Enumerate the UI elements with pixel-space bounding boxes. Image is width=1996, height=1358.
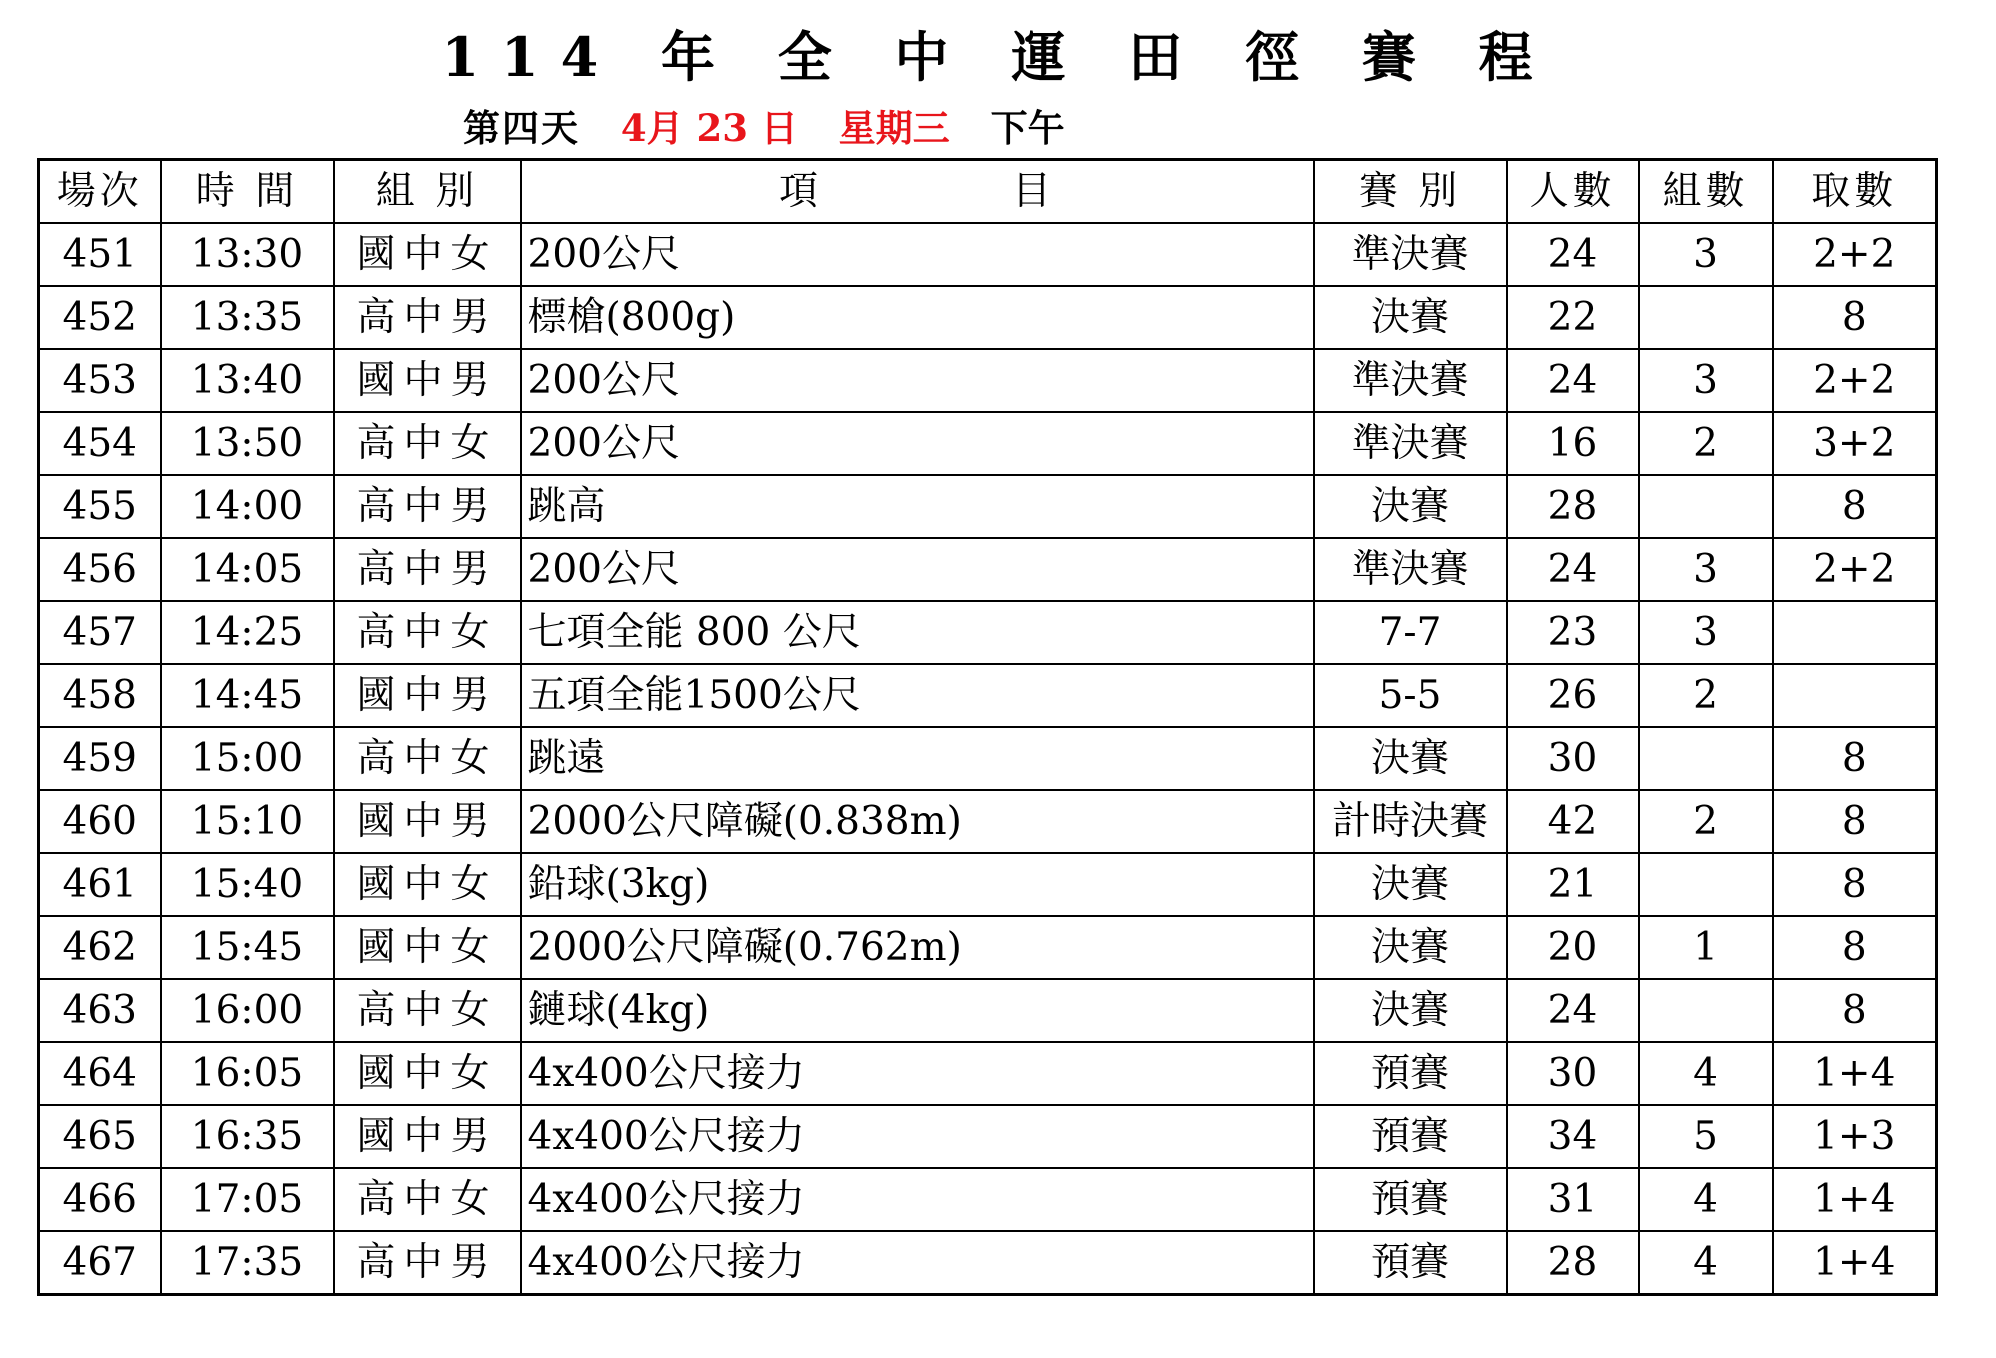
cell-stage: 5-5 (1314, 664, 1507, 727)
period-label: 下午 (990, 106, 1065, 150)
cell-stage: 預賽 (1314, 1042, 1507, 1105)
cell-entrants: 21 (1507, 853, 1639, 916)
cell-entrants: 24 (1507, 538, 1639, 601)
cell-item: 五項全能1500公尺 (521, 664, 1314, 727)
cell-group: 高中男 (334, 475, 521, 538)
cell-stage: 決賽 (1314, 286, 1507, 349)
cell-entrants: 26 (1507, 664, 1639, 727)
col-header-time: 時 間 (161, 160, 334, 224)
cell-stage: 預賽 (1314, 1168, 1507, 1231)
cell-no: 453 (39, 349, 161, 412)
cell-qualify: 8 (1773, 853, 1937, 916)
cell-stage: 預賽 (1314, 1105, 1507, 1168)
cell-item: 跳遠 (521, 727, 1314, 790)
schedule-table (37, 158, 1938, 1296)
cell-heats: 3 (1639, 538, 1773, 601)
col-header-heats: 組數 (1639, 160, 1773, 224)
cell-qualify: 1+4 (1773, 1168, 1937, 1231)
cell-item: 4x400公尺接力 (521, 1042, 1314, 1105)
cell-qualify (1773, 664, 1937, 727)
table-row (39, 475, 1937, 538)
table-row (39, 853, 1937, 916)
cell-qualify: 2+2 (1773, 223, 1937, 286)
cell-time: 15:10 (161, 790, 334, 853)
cell-no: 459 (39, 727, 161, 790)
cell-qualify: 1+4 (1773, 1042, 1937, 1105)
cell-time: 15:45 (161, 916, 334, 979)
cell-entrants: 30 (1507, 727, 1639, 790)
cell-heats (1639, 979, 1773, 1042)
cell-stage: 決賽 (1314, 475, 1507, 538)
cell-time: 15:40 (161, 853, 334, 916)
cell-no: 458 (39, 664, 161, 727)
cell-group: 高中男 (334, 286, 521, 349)
cell-qualify: 8 (1773, 475, 1937, 538)
cell-time: 16:35 (161, 1105, 334, 1168)
cell-entrants: 22 (1507, 286, 1639, 349)
col-header-item-b: 目 (1012, 169, 1056, 214)
cell-time: 17:35 (161, 1231, 334, 1295)
cell-entrants: 31 (1507, 1168, 1639, 1231)
table-header-row (39, 160, 1937, 224)
cell-heats: 4 (1639, 1168, 1773, 1231)
cell-group: 國中男 (334, 664, 521, 727)
schedule-subtitle (463, 100, 1093, 156)
cell-heats: 5 (1639, 1105, 1773, 1168)
cell-time: 13:50 (161, 412, 334, 475)
cell-entrants: 28 (1507, 475, 1639, 538)
col-header-no: 場次 (39, 160, 161, 224)
table-row (39, 916, 1937, 979)
cell-no: 462 (39, 916, 161, 979)
cell-group: 高中女 (334, 601, 521, 664)
table-row (39, 1231, 1937, 1295)
col-header-qualify: 取數 (1773, 160, 1937, 224)
cell-heats: 3 (1639, 349, 1773, 412)
cell-no: 454 (39, 412, 161, 475)
col-header-stage: 賽 別 (1314, 160, 1507, 224)
cell-group: 國中男 (334, 1105, 521, 1168)
cell-heats (1639, 853, 1773, 916)
table-row (39, 727, 1937, 790)
cell-item: 標槍(800g) (521, 286, 1314, 349)
table-row (39, 223, 1937, 286)
cell-entrants: 42 (1507, 790, 1639, 853)
cell-qualify: 2+2 (1773, 349, 1937, 412)
cell-group: 高中女 (334, 727, 521, 790)
cell-entrants: 30 (1507, 1042, 1639, 1105)
cell-entrants: 24 (1507, 979, 1639, 1042)
cell-stage: 決賽 (1314, 979, 1507, 1042)
cell-no: 464 (39, 1042, 161, 1105)
cell-heats: 3 (1639, 223, 1773, 286)
table-row (39, 412, 1937, 475)
cell-qualify: 8 (1773, 727, 1937, 790)
weekday-label: 星期三 (838, 106, 950, 150)
cell-entrants: 20 (1507, 916, 1639, 979)
day-label: 第四天 (463, 106, 580, 150)
cell-qualify: 1+4 (1773, 1231, 1937, 1295)
schedule-body (39, 223, 1937, 1295)
cell-no: 463 (39, 979, 161, 1042)
table-row (39, 601, 1937, 664)
cell-stage: 7-7 (1314, 601, 1507, 664)
cell-no: 466 (39, 1168, 161, 1231)
cell-time: 16:05 (161, 1042, 334, 1105)
cell-entrants: 23 (1507, 601, 1639, 664)
cell-stage: 準決賽 (1314, 538, 1507, 601)
cell-time: 13:40 (161, 349, 334, 412)
cell-time: 14:45 (161, 664, 334, 727)
cell-item: 200公尺 (521, 538, 1314, 601)
cell-item: 4x400公尺接力 (521, 1231, 1314, 1295)
col-header-item (521, 160, 1314, 224)
cell-heats: 4 (1639, 1231, 1773, 1295)
cell-no: 452 (39, 286, 161, 349)
cell-heats (1639, 475, 1773, 538)
cell-no: 460 (39, 790, 161, 853)
cell-no: 465 (39, 1105, 161, 1168)
cell-item: 200公尺 (521, 349, 1314, 412)
cell-time: 13:30 (161, 223, 334, 286)
cell-heats (1639, 727, 1773, 790)
cell-qualify: 8 (1773, 979, 1937, 1042)
cell-no: 467 (39, 1231, 161, 1295)
cell-stage: 決賽 (1314, 727, 1507, 790)
cell-item: 鉛球(3kg) (521, 853, 1314, 916)
cell-heats: 2 (1639, 790, 1773, 853)
cell-item: 跳高 (521, 475, 1314, 538)
cell-item: 鏈球(4kg) (521, 979, 1314, 1042)
col-header-entrants: 人數 (1507, 160, 1639, 224)
cell-group: 國中女 (334, 223, 521, 286)
cell-heats: 4 (1639, 1042, 1773, 1105)
cell-qualify: 2+2 (1773, 538, 1937, 601)
table-row (39, 979, 1937, 1042)
cell-stage: 準決賽 (1314, 223, 1507, 286)
cell-time: 14:00 (161, 475, 334, 538)
cell-no: 451 (39, 223, 161, 286)
cell-time: 14:05 (161, 538, 334, 601)
cell-qualify: 1+3 (1773, 1105, 1937, 1168)
cell-group: 高中女 (334, 1168, 521, 1231)
cell-no: 457 (39, 601, 161, 664)
cell-time: 15:00 (161, 727, 334, 790)
cell-item: 2000公尺障礙(0.762m) (521, 916, 1314, 979)
cell-time: 16:00 (161, 979, 334, 1042)
cell-group: 國中女 (334, 1042, 521, 1105)
cell-stage: 決賽 (1314, 916, 1507, 979)
table-row (39, 790, 1937, 853)
cell-group: 高中女 (334, 979, 521, 1042)
table-row (39, 286, 1937, 349)
cell-heats: 2 (1639, 412, 1773, 475)
cell-heats: 3 (1639, 601, 1773, 664)
cell-stage: 準決賽 (1314, 349, 1507, 412)
cell-qualify: 8 (1773, 916, 1937, 979)
cell-qualify (1773, 601, 1937, 664)
table-row (39, 538, 1937, 601)
cell-group: 高中女 (334, 412, 521, 475)
cell-entrants: 28 (1507, 1231, 1639, 1295)
cell-no: 456 (39, 538, 161, 601)
table-row (39, 1168, 1937, 1231)
cell-no: 455 (39, 475, 161, 538)
cell-group: 高中男 (334, 538, 521, 601)
col-header-item-a: 項 (778, 169, 822, 214)
cell-entrants: 16 (1507, 412, 1639, 475)
date-label: 4月 23 日 (620, 106, 798, 150)
cell-qualify: 8 (1773, 790, 1937, 853)
cell-entrants: 34 (1507, 1105, 1639, 1168)
cell-group: 國中女 (334, 916, 521, 979)
table-row (39, 349, 1937, 412)
cell-no: 461 (39, 853, 161, 916)
table-row (39, 1042, 1937, 1105)
cell-heats (1639, 286, 1773, 349)
cell-stage: 準決賽 (1314, 412, 1507, 475)
cell-time: 14:25 (161, 601, 334, 664)
page-title: 114 年 全 中 運 田 徑 賽 程 (441, 25, 1555, 89)
cell-heats: 1 (1639, 916, 1773, 979)
cell-entrants: 24 (1507, 223, 1639, 286)
cell-item: 4x400公尺接力 (521, 1105, 1314, 1168)
cell-heats: 2 (1639, 664, 1773, 727)
cell-item: 200公尺 (521, 223, 1314, 286)
table-row (39, 664, 1937, 727)
cell-entrants: 24 (1507, 349, 1639, 412)
cell-time: 13:35 (161, 286, 334, 349)
cell-item: 2000公尺障礙(0.838m) (521, 790, 1314, 853)
cell-stage: 決賽 (1314, 853, 1507, 916)
cell-group: 國中女 (334, 853, 521, 916)
cell-time: 17:05 (161, 1168, 334, 1231)
cell-qualify: 8 (1773, 286, 1937, 349)
cell-item: 200公尺 (521, 412, 1314, 475)
cell-group: 國中男 (334, 349, 521, 412)
cell-item: 七項全能 800 公尺 (521, 601, 1314, 664)
cell-stage: 計時決賽 (1314, 790, 1507, 853)
cell-group: 國中男 (334, 790, 521, 853)
cell-stage: 預賽 (1314, 1231, 1507, 1295)
cell-group: 高中男 (334, 1231, 521, 1295)
table-row (39, 1105, 1937, 1168)
cell-item: 4x400公尺接力 (521, 1168, 1314, 1231)
cell-qualify: 3+2 (1773, 412, 1937, 475)
col-header-group: 組 別 (334, 160, 521, 224)
